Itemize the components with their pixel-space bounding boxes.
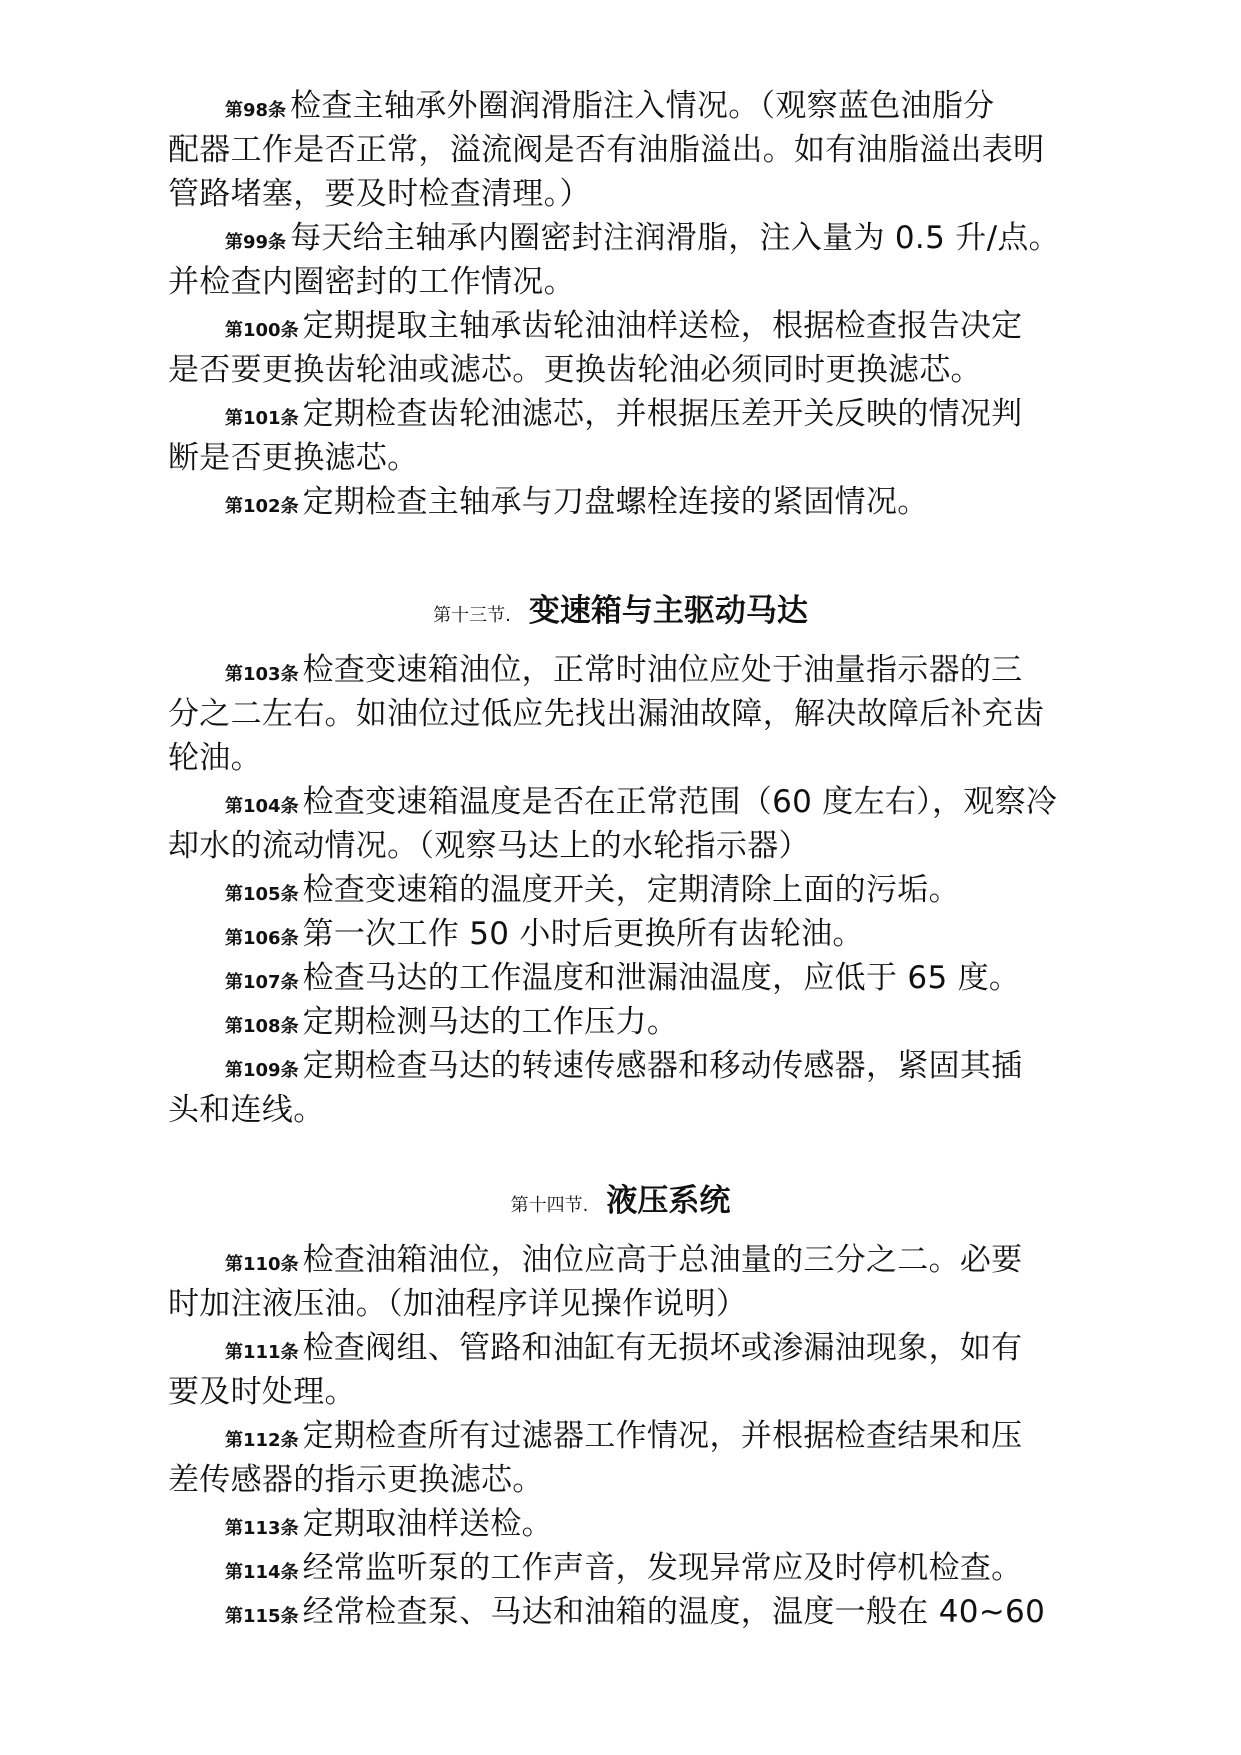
section-heading: [0, 1175, 1241, 1220]
article-99-cont: 并检查内圈密封的工作情况。: [168, 264, 575, 300]
article-text: 检查主轴承外圈润滑脂注入情况。（观察蓝色油脂分: [290, 88, 995, 124]
article-text: 检查变速箱温度是否在正常范围（60 度左右），观察冷: [302, 784, 1058, 820]
article-106: [225, 912, 1088, 961]
article-text: 定期检查所有过滤器工作情况，并根据检查结果和压: [302, 1418, 1023, 1454]
article-number: 第100条: [225, 320, 299, 341]
article-number: 第109条: [225, 1060, 299, 1081]
article-111-cont: 要及时处理。: [168, 1374, 356, 1410]
article-98-cont: 管路堵塞，要及时检查清理。）: [168, 176, 591, 212]
article-text: 经常监听泵的工作声音，发现异常应及时停机检查。: [302, 1550, 1023, 1586]
article-number: 第108条: [225, 1016, 299, 1037]
article-number: 第106条: [225, 928, 299, 949]
article-number: 第101条: [225, 408, 299, 429]
article-text: 定期取油样送检。: [302, 1506, 553, 1542]
article-text: 每天给主轴承内圈密封注润滑脂，注入量为 0.5 升/点。: [290, 220, 1060, 256]
article-number: 第110条: [225, 1254, 299, 1275]
article-98: [225, 84, 1088, 133]
article-text: 检查变速箱油位，正常时油位应处于油量指示器的三: [302, 652, 1023, 688]
article-104: [225, 780, 1088, 829]
article-110-cont: 时加注液压油。（加油程序详见操作说明）: [168, 1286, 748, 1322]
article-text: 定期检测马达的工作压力。: [302, 1004, 679, 1040]
article-105: [225, 868, 1088, 917]
article-text: 检查阀组、管路和油缸有无损坏或渗漏油现象，如有: [302, 1330, 1023, 1366]
article-110: [225, 1238, 1088, 1287]
article-101-cont: 断是否更换滤芯。: [168, 440, 419, 476]
article-111: [225, 1326, 1088, 1375]
article-99: [225, 216, 1088, 265]
article-104-cont: 却水的流动情况。（观察马达上的水轮指示器）: [168, 828, 810, 864]
article-103-cont: 分之二左右。如油位过低应先找出漏油故障，解决故障后补充齿: [168, 696, 1045, 732]
article-114: [225, 1546, 1088, 1595]
article-text: 经常检查泵、马达和油箱的温度，温度一般在 40~60: [302, 1594, 1046, 1630]
article-number: 第102条: [225, 496, 299, 517]
article-text: 定期检查齿轮油滤芯，并根据压差开关反映的情况判: [302, 396, 1023, 432]
article-number: 第99条: [225, 232, 287, 253]
article-112-cont: 差传感器的指示更换滤芯。: [168, 1462, 544, 1498]
article-number: 第98条: [225, 100, 287, 121]
section-number: 第十四节.: [510, 1195, 589, 1216]
article-text: 检查变速箱的温度开关，定期清除上面的污垢。: [302, 872, 960, 908]
article-number: 第112条: [225, 1430, 299, 1451]
article-number: 第105条: [225, 884, 299, 905]
article-text: 定期提取主轴承齿轮油油样送检，根据检查报告决定: [302, 308, 1023, 344]
article-113: [225, 1502, 1088, 1551]
article-115: [225, 1590, 1088, 1639]
article-text: 检查油箱油位，油位应高于总油量的三分之二。必要: [302, 1242, 1023, 1278]
article-text: 定期检查马达的转速传感器和移动传感器，紧固其插: [302, 1048, 1023, 1084]
article-text: 检查马达的工作温度和泄漏油温度，应低于 65 度。: [302, 960, 1021, 996]
article-number: 第113条: [225, 1518, 299, 1539]
article-100-cont: 是否要更换齿轮油或滤芯。更换齿轮油必须同时更换滤芯。: [168, 352, 982, 388]
article-text: 第一次工作 50 小时后更换所有齿轮油。: [302, 916, 864, 952]
section-heading: [0, 585, 1241, 630]
article-103-cont: 轮油。: [168, 740, 262, 776]
article-112: [225, 1414, 1088, 1463]
article-number: 第115条: [225, 1606, 299, 1627]
article-number: 第107条: [225, 972, 299, 993]
article-98-cont: 配器工作是否正常，溢流阀是否有油脂溢出。如有油脂溢出表明: [168, 132, 1045, 168]
article-103: [225, 648, 1088, 697]
section-number: 第十三节.: [433, 605, 511, 626]
article-107: [225, 956, 1088, 1005]
article-102: [225, 480, 1088, 529]
article-number: 第103条: [225, 664, 299, 685]
article-number: 第111条: [225, 1342, 299, 1363]
article-100: [225, 304, 1088, 353]
article-101: [225, 392, 1088, 441]
article-109: [225, 1044, 1088, 1093]
section-title: 变速箱与主驱动马达: [528, 593, 808, 629]
article-text: 定期检查主轴承与刀盘螺栓连接的紧固情况。: [302, 484, 929, 520]
article-number: 第104条: [225, 796, 299, 817]
article-109-cont: 头和连线。: [168, 1092, 325, 1128]
article-number: 第114条: [225, 1562, 299, 1583]
section-title: 液压系统: [606, 1183, 731, 1219]
article-108: [225, 1000, 1088, 1049]
